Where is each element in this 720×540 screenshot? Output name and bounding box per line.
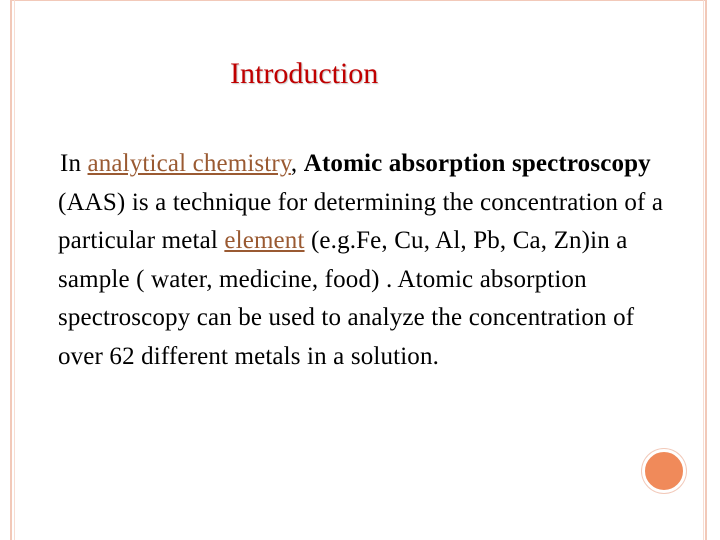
paragraph-part-2: (AAS) is a technique for determining the concentration of a particular metal [58,188,664,254]
aas-bold-term: Atomic absorption spectroscopy [303,150,651,177]
slide-title: Introduction [230,57,379,90]
orange-circle-icon [642,449,686,493]
slide-frame-inner-left-line [14,0,15,540]
analytical-chemistry-link[interactable]: analytical chemistry [87,150,291,177]
slide-body-paragraph [58,145,678,376]
paragraph-separator: , [290,150,304,177]
element-link[interactable]: element [224,227,305,254]
paragraph-lead: In [60,150,88,177]
paragraph-part-3: (e.g.Fe, Cu, Al, Pb, Ca, Zn)in a sample ( water, medicine, food) . Atomic absorption spectroscopy can be used to analyze the concentration of over 62 different metals in a solution. [58,227,635,370]
slide-frame-inner-right-line [703,0,704,540]
